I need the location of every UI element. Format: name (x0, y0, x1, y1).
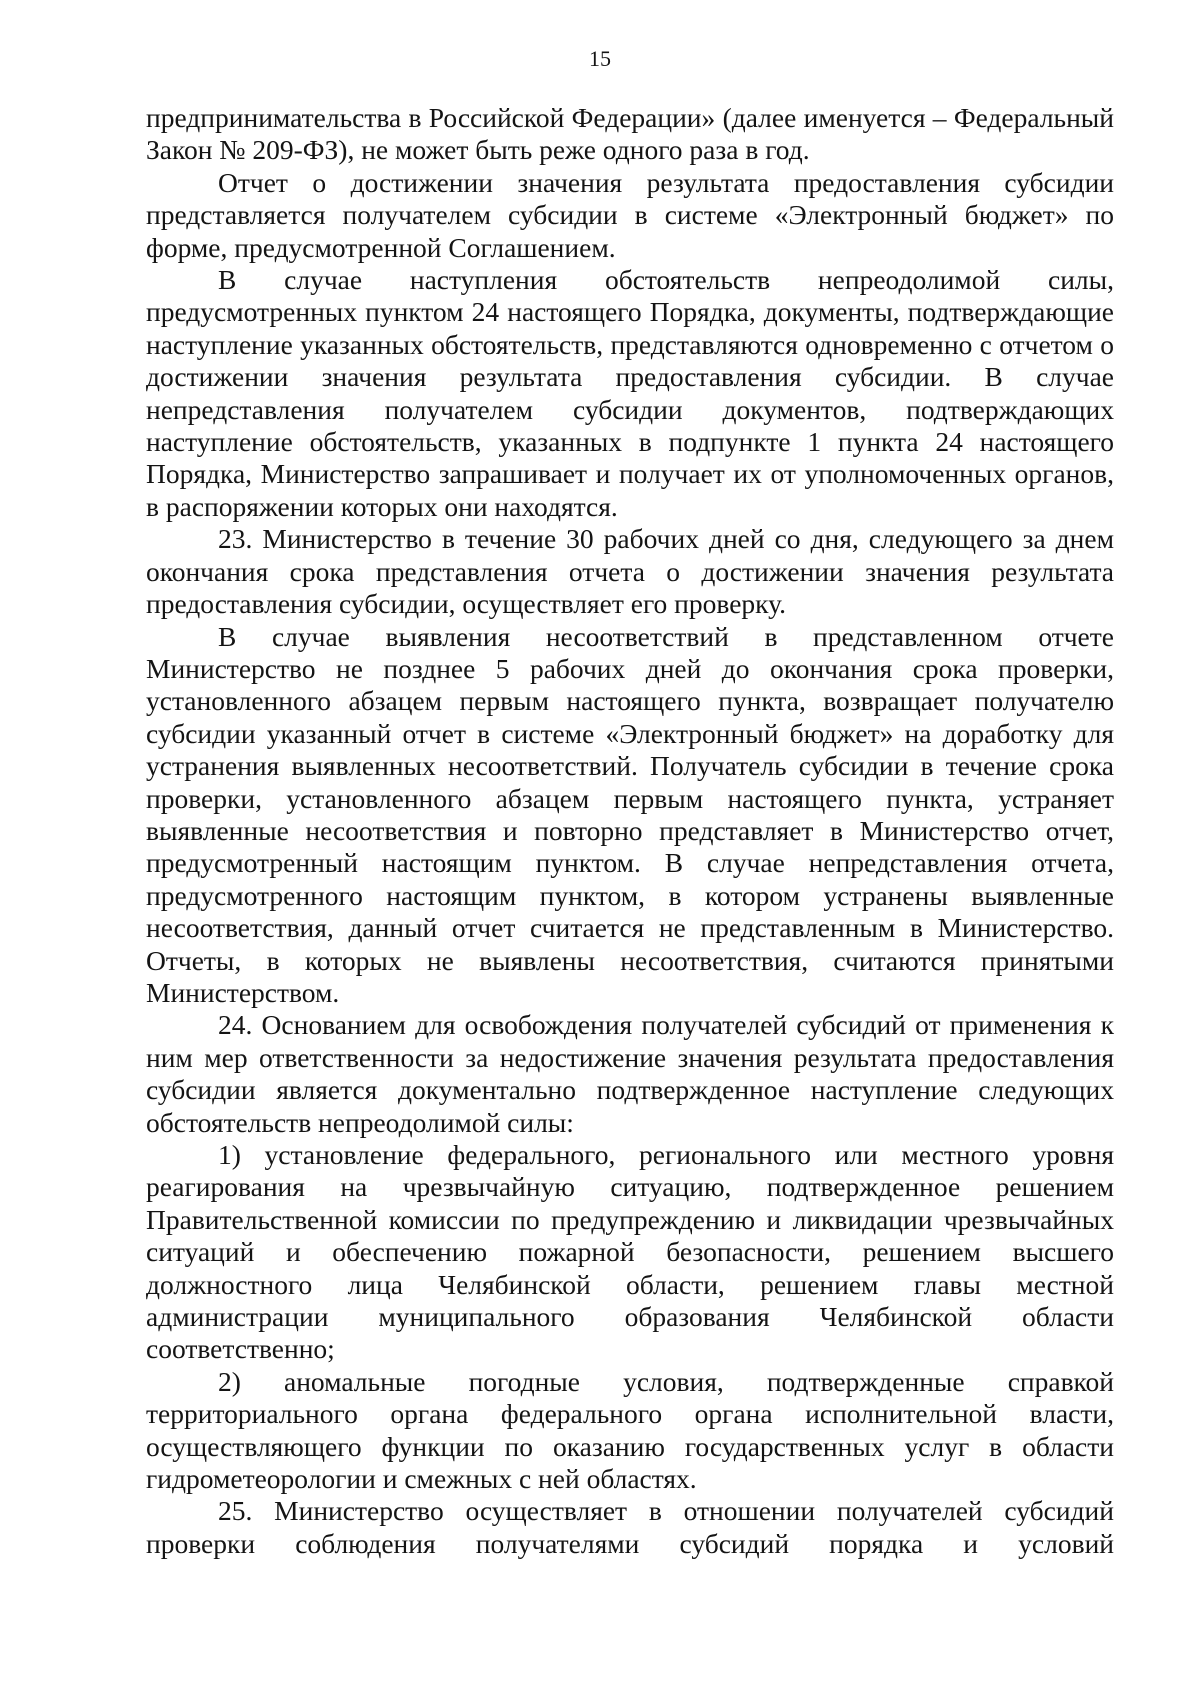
paragraph-discrepancies: В случае выявления несоответствий в представленном отчете Министерство не позднее 5 рабочих дней до окончания срока проверки, установленного абзацем первым настоящего пункта, возвращает получателю субсидии указанный отчет в системе «Электронный бюджет» на доработку для устранения выявленных несоответствий. Получатель субсидии в течение срока проверки, установленного абзацем первым настоящего пункта, устраняет выявленные несоответствия и повторно представляет в Министерство отчет, предусмотренный настоящим пунктом. В случае непредставления отчета, предусмотренного настоящим пунктом, в котором устранены выявленные несоответствия, данный отчет считается не представленным в Министерство. Отчеты, в которых не выявлены несоответствия, считаются принятыми Министерством. (146, 620, 1114, 1008)
paragraph-continuation: предпринимательства в Российской Федерации» (далее именуется – Федеральный Закон № 209-ФЗ), не может быть реже одного раза в год. (146, 102, 1114, 166)
paragraph-item-24: 24. Основанием для освобождения получателей субсидий от применения к ним мер ответственности за недостижение значения результата предоставления субсидии является документально подтвержденное наступление следующих обстоятельств непреодолимой силы: (146, 1009, 1114, 1138)
page-number: 15 (589, 46, 611, 71)
paragraph-item-23: 23. Министерство в течение 30 рабочих дней со дня, следующего за днем окончания срока представления отчета о достижении значения результата предоставления субсидии, осуществляет его проверку. (146, 523, 1114, 620)
paragraph-subitem-2: 2) аномальные погодные условия, подтвержденные справкой территориального органа федерального органа исполнительной власти, осуществляющего функции по оказанию государственных услуг в области гидрометеорологии и смежных с ней областях. (146, 1365, 1114, 1495)
paragraph-item-25: 25. Министерство осуществляет в отношении получателей субсидий проверки соблюдения получателями субсидий порядка и условий (146, 1495, 1114, 1559)
document-body (146, 102, 1114, 1560)
paragraph-report-submission: Отчет о достижении значения результата предоставления субсидии представляется получателем субсидии в системе «Электронный бюджет» по форме, предусмотренной Соглашением. (146, 166, 1114, 263)
paragraph-subitem-1: 1) установление федерального, регионального или местного уровня реагирования на чрезвычайную ситуацию, подтвержденное решением Правительственной комиссии по предупреждению и ликвидации чрезвычайных ситуаций и обеспечению пожарной безопасности, решением высшего должностного лица Челябинской области, решением главы местной администрации муниципального образования Челябинской области соответственно; (146, 1139, 1114, 1365)
paragraph-force-majeure-documents: В случае наступления обстоятельств непреодолимой силы, предусмотренных пунктом 24 настоящего Порядка, документы, подтверждающие наступление указанных обстоятельств, представляются одновременно с отчетом о достижении значения результата предоставления субсидии. В случае непредставления получателем субсидии документов, подтверждающих наступление обстоятельств, указанных в подпункте 1 пункта 24 настоящего Порядка, Министерство запрашивает и получает их от уполномоченных органов, в распоряжении которых они находятся. (146, 264, 1114, 522)
